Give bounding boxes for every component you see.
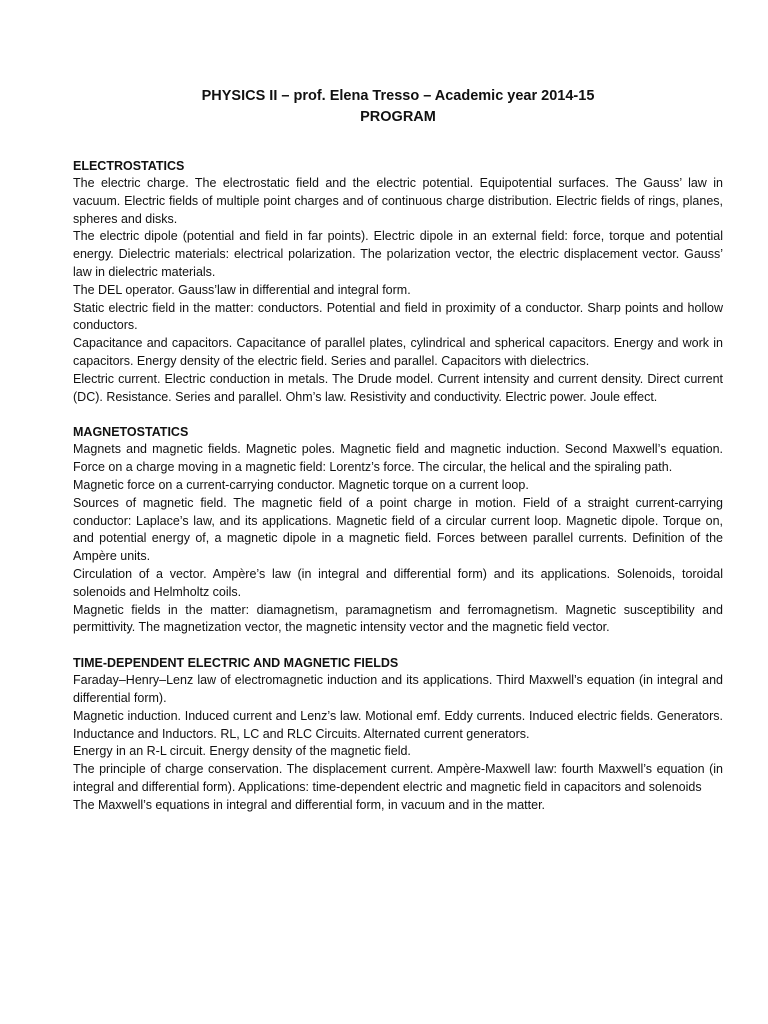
paragraph: Magnets and magnetic fields. Magnetic poles. Magnetic field and magnetic induction. Second Maxwell’s equation. Force on a charge moving in a magnetic field: Lorentz’s force. The circular, the helical and the spiraling path.	[73, 442, 723, 475]
paragraph: The electric charge. The electrostatic field and the electric potential. Equipotential surfaces. The Gauss’ law in vacuum. Electric fields of multiple point charges and of continuous charge distribution. Electric fields of rings, planes, spheres and disks.	[73, 176, 723, 226]
section-heading: MAGNETOSTATICS	[73, 425, 189, 440]
paragraph: Electric current. Electric conduction in metals. The Drude model. Current intensity and current density. Direct current (DC). Resistance. Series and parallel. Ohm’s law. Resistivity and conductivity. Electric power. Joule effect.	[73, 371, 723, 404]
paragraph: Magnetic induction. Induced current and Lenz’s law. Motional emf. Eddy currents. Induced electric fields. Generators. Inductance and Inductors. RL, LC and RLC Circuits. Alternated current generators.	[73, 708, 723, 741]
paragraph: The electric dipole (potential and field in far points). Electric dipole in an external field: force, torque and potential energy. Dielectric materials: electrical polarization. The polarization vector, the electric displacement vector. Gauss’ law in dielectric materials.	[73, 229, 723, 279]
document-page	[73, 86, 723, 832]
paragraph: Sources of magnetic field. The magnetic field of a point charge in motion. Field of a straight current-carrying conductor: Laplace’s law, and its applications. Magnetic field of a circular current loop. Magnetic dipole. Torque on, and potential energy of, a magnetic dipole in a magnetic field. Forces between parallel currents. Definition of the Ampère units.	[73, 495, 723, 564]
section-magnetostatics	[73, 423, 723, 637]
paragraph: Energy in an R-L circuit. Energy density of the magnetic field.	[73, 744, 411, 759]
paragraph: Static electric field in the matter: conductors. Potential and field in proximity of a conductor. Sharp points and hollow conductors.	[73, 300, 723, 333]
paragraph: Capacitance and capacitors. Capacitance of parallel plates, cylindrical and spherical capacitors. Energy and work in capacitors. Energy density of the electric field. Series and parallel. Capacitors with dielectrics.	[73, 336, 723, 368]
document-subtitle: PROGRAM	[360, 109, 436, 125]
paragraph: The Maxwell’s equations in integral and differential form, in vacuum and in the matter.	[73, 797, 546, 812]
document-title: PHYSICS II – prof. Elena Tresso – Academic year 2014-15	[201, 88, 595, 104]
section-heading: TIME-DEPENDENT ELECTRIC AND MAGNETIC FIELDS	[73, 656, 399, 671]
section-time-dependent-fields	[73, 654, 723, 814]
section-heading: ELECTROSTATICS	[73, 159, 185, 173]
paragraph: Magnetic force on a current-carrying conductor. Magnetic torque on a current loop.	[73, 477, 529, 492]
paragraph: The DEL operator. Gauss’law in differential and integral form.	[73, 282, 411, 297]
section-electrostatics	[73, 157, 723, 406]
paragraph: Circulation of a vector. Ampère’s law (in integral and differential form) and its applications. Solenoids, toroidal solenoids and Helmholtz coils.	[73, 566, 723, 599]
paragraph: Magnetic fields in the matter: diamagnetism, paramagnetism and ferromagnetism. Magnetic susceptibility and permittivity. The magnetization vector, the magnetic intensity vector and the magnetic field vector.	[73, 602, 723, 635]
paragraph: Faraday–Henry–Lenz law of electromagnetic induction and its applications. Third Maxwell’s equation (in integral and differential form).	[73, 673, 723, 705]
paragraph: The principle of charge conservation. The displacement current. Ampère-Maxwell law: fourth Maxwell’s equation (in integral and differential form). Applications: time-dependent electric and magnetic field in capacitors and solenoids	[73, 762, 723, 794]
